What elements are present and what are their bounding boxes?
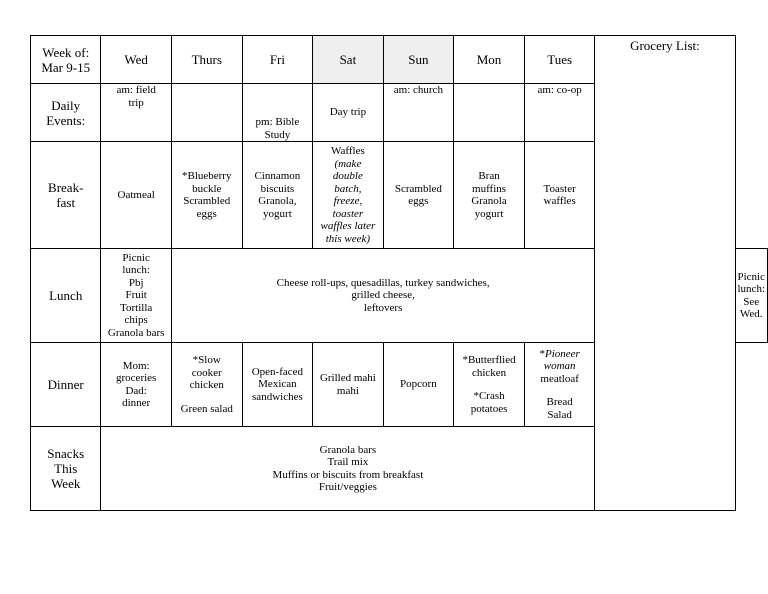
- lunch-thurs-through-mon: [171, 249, 594, 343]
- cell-text: Scrambled: [183, 195, 231, 207]
- cell-text: Green salad: [180, 402, 233, 415]
- day-header-sun: Sun: [383, 36, 454, 84]
- cell-text: Cheese roll-ups, quesadillas, turkey sandwiches,: [276, 276, 490, 289]
- row-label-text: Snacks: [47, 446, 85, 461]
- dinner-mon: [454, 343, 525, 427]
- cell-text: mahi: [336, 384, 359, 397]
- cell-text: Granola bars: [107, 326, 165, 339]
- cell-note: Pioneer: [544, 347, 580, 360]
- daily-thurs: [171, 84, 242, 142]
- cell-text: lunch:: [122, 264, 150, 277]
- day-header-sat: Sat: [313, 36, 383, 84]
- cell-text: dinner: [122, 397, 151, 409]
- cell-text: Bran: [478, 170, 500, 182]
- cell-text: potatoes: [470, 402, 508, 415]
- cell-text: cooker: [191, 366, 222, 379]
- cell-text: [527, 348, 592, 361]
- cell-note: batch,: [334, 182, 362, 195]
- cell-text: Waffles: [331, 145, 365, 157]
- grocery-list-cell: [595, 36, 735, 511]
- dinner-wed: [101, 343, 171, 427]
- cell-text: *Blueberry: [181, 170, 232, 182]
- cell-note: woman: [543, 360, 576, 373]
- snack-item: Granola bars: [319, 443, 377, 456]
- week-label: Week of:: [42, 44, 90, 60]
- cell-text: *Crash: [473, 390, 505, 402]
- row-label-snacks: [31, 427, 101, 511]
- cell-text: biscuits: [260, 182, 295, 195]
- cell-text: Picnic: [122, 251, 150, 264]
- week-of-cell: [31, 36, 101, 84]
- cell-text: am: field: [116, 84, 156, 96]
- cell-text: Open-faced: [251, 365, 304, 378]
- row-label-text: Daily: [51, 97, 81, 113]
- cell-text: Mom:: [122, 359, 150, 372]
- cell-text: Dad:: [125, 384, 147, 397]
- cell-text: Mexican: [258, 378, 297, 391]
- breakfast-mon: [454, 142, 525, 249]
- cell-text: lunch:: [737, 283, 765, 295]
- dinner-fri: [242, 343, 313, 427]
- daily-sat: Day trip: [313, 84, 383, 142]
- day-header-fri: Fri: [242, 36, 313, 84]
- cell-text: Granola: [471, 195, 507, 207]
- row-label-text: This: [54, 461, 78, 476]
- cell-text: waffles: [543, 195, 576, 207]
- breakfast-wed: Oatmeal: [101, 142, 171, 249]
- day-header-thurs: Thurs: [171, 36, 242, 84]
- cell-text: Fruit: [125, 289, 147, 302]
- cell-spacer: [527, 385, 592, 396]
- day-header-mon: Mon: [454, 36, 525, 84]
- cell-text: eggs: [408, 195, 429, 207]
- cell-text: *Butterflied: [462, 354, 516, 366]
- cell-note: waffles later: [320, 220, 376, 232]
- cell-spacer: [174, 392, 240, 403]
- row-label-lunch: Lunch: [31, 249, 101, 343]
- cell-note: freeze,: [333, 195, 363, 207]
- breakfast-thurs: [171, 142, 242, 249]
- row-label-dinner: Dinner: [31, 343, 101, 427]
- cell-note: double: [332, 170, 363, 182]
- cell-text: trip: [128, 96, 144, 109]
- row-label-text: Week: [51, 476, 81, 491]
- cell-text: muffins: [472, 182, 507, 195]
- day-header-tues: Tues: [524, 36, 594, 84]
- daily-fri: [242, 84, 313, 142]
- daily-wed: [101, 84, 171, 142]
- cell-text: yogurt: [263, 207, 292, 220]
- daily-sun: am: church: [383, 84, 454, 142]
- cell-spacer: [456, 379, 522, 390]
- cell-note: (make: [334, 157, 362, 170]
- cell-text: Cinnamon: [254, 170, 301, 182]
- breakfast-fri: [242, 142, 313, 249]
- dinner-thurs: [171, 343, 242, 427]
- cell-text: Grilled mahi: [319, 372, 376, 384]
- cell-text: eggs: [196, 207, 217, 220]
- breakfast-sun: [383, 142, 454, 249]
- dinner-sun: Popcorn: [383, 343, 454, 427]
- cell-text: meatloaf: [540, 372, 579, 385]
- cell-text: Picnic: [737, 270, 765, 283]
- dinner-tues: [524, 343, 594, 427]
- row-label-text: Events:: [46, 112, 86, 128]
- cell-text: yogurt: [474, 207, 504, 220]
- header-row: [31, 36, 768, 84]
- cell-text: buckle: [192, 182, 222, 195]
- cell-text: *Slow: [192, 354, 221, 366]
- lunch-wed: [101, 249, 171, 343]
- cell-text: See Wed.: [739, 295, 763, 320]
- cell-text: Salad: [547, 408, 572, 421]
- row-label-text: fast: [56, 195, 76, 210]
- cell-text: Pbj: [128, 276, 144, 289]
- snack-item: Trail mix: [327, 456, 369, 468]
- cell-text: Toaster: [543, 182, 576, 195]
- cell-text: chicken: [471, 366, 507, 379]
- grocery-list-title: Grocery List:: [630, 38, 700, 53]
- asterisk: *: [539, 347, 545, 360]
- dinner-sat: [313, 343, 383, 427]
- row-label-text: Break-: [48, 180, 84, 195]
- cell-text: Granola,: [258, 195, 297, 207]
- daily-tues: am: co-op: [524, 84, 594, 142]
- week-dates: Mar 9-15: [41, 59, 91, 75]
- day-header-wed: Wed: [101, 36, 171, 84]
- cell-text: groceries: [116, 372, 157, 384]
- cell-text: grilled cheese,: [351, 289, 415, 302]
- cell-text: Tortilla: [120, 301, 153, 314]
- cell-text: pm: Bible: [255, 116, 300, 128]
- row-label-breakfast: [31, 142, 101, 249]
- daily-mon: [454, 84, 525, 142]
- breakfast-sat: [313, 142, 383, 249]
- snack-item: Muffins or biscuits from breakfast: [272, 468, 424, 481]
- snacks-list: [101, 427, 595, 511]
- cell-note: this week): [325, 232, 371, 245]
- cell-note: toaster: [332, 207, 364, 220]
- breakfast-tues: [524, 142, 594, 249]
- meal-plan-table: [30, 35, 768, 511]
- row-label-daily-events: [31, 84, 101, 142]
- cell-text: Bread: [546, 396, 573, 409]
- snack-item: Fruit/veggies: [318, 481, 377, 493]
- cell-text: leftovers: [363, 301, 403, 314]
- cell-text: Study: [264, 128, 291, 141]
- lunch-tues: [735, 249, 768, 343]
- cell-text: Scrambled: [394, 182, 442, 195]
- cell-text: chips: [124, 314, 148, 327]
- cell-text: sandwiches: [252, 390, 303, 403]
- cell-text: chicken: [189, 379, 224, 391]
